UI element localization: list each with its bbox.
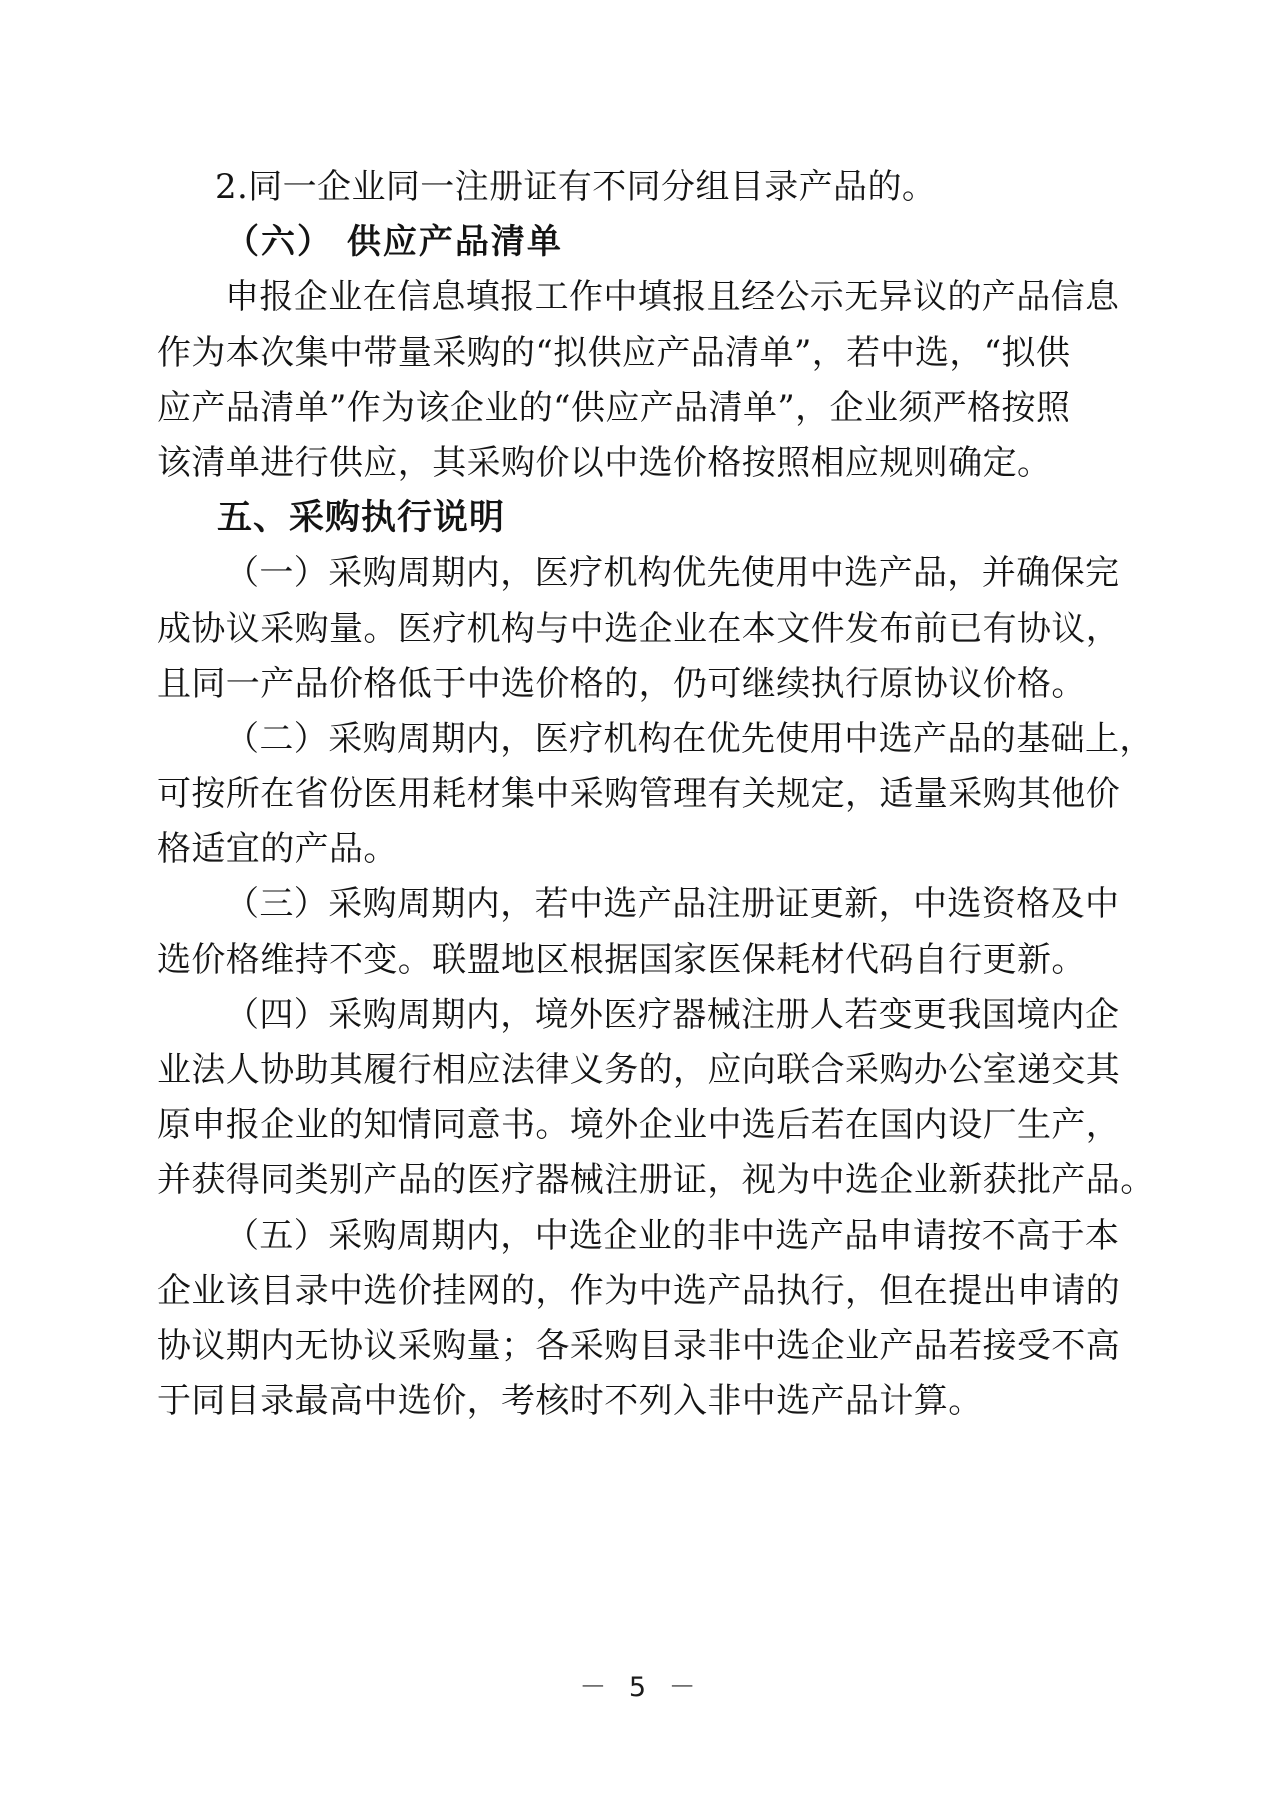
text-line: （一）采购周期内，医疗机构优先使用中选产品，并确保完 — [225, 553, 1120, 594]
text-line: 可按所在省份医用耗材集中采购管理有关规定，适量采购其他价 — [157, 774, 1121, 815]
text-line: 业法人协助其履行相应法律义务的，应向联合采购办公室递交其 — [157, 1050, 1121, 1090]
text-line: 且同一产品价格低于中选价格的，仍可继续执行原协议价格。 — [157, 663, 1086, 704]
subsection-heading: （六） 供应产品清单 — [225, 222, 563, 263]
text-line: （四）采购周期内，境外医疗器械注册人若变更我国境内企 — [225, 994, 1120, 1035]
text-line: 应产品清单”作为该企业的“供应产品清单”，企业须严格按照 — [157, 387, 1071, 428]
list-item: 2.同一企业同一注册证有不同分组目录产品的。 — [215, 167, 937, 207]
text-line: 成协议采购量。医疗机构与中选企业在本文件发布前已有协议， — [157, 608, 1121, 649]
text-line: （三）采购周期内，若中选产品注册证更新，中选资格及中 — [225, 884, 1120, 925]
text-line: 选价格维持不变。联盟地区根据国家医保耗材代码自行更新。 — [157, 939, 1086, 980]
text-line: 格适宜的产品。 — [157, 829, 398, 870]
text-line: 该清单进行供应，其采购价以中选价格按照相应规则确定。 — [157, 442, 1052, 483]
text-line: 企业该目录中选价挂网的，作为中选产品执行，但在提出申请的 — [157, 1270, 1121, 1311]
text-line: （五）采购周期内，中选企业的非中选产品申请按不高于本 — [225, 1215, 1120, 1256]
text-line: 申报企业在信息填报工作中填报且经公示无异议的产品信息 — [225, 277, 1120, 318]
document-body — [157, 160, 1155, 1429]
text-line: 协议期内无协议采购量；各采购目录非中选企业产品若接受不高 — [157, 1325, 1121, 1366]
text-line: 并获得同类别产品的医疗器械注册证，视为中选企业新获批产品。 — [157, 1160, 1155, 1201]
page-number: － 5 － — [579, 1672, 703, 1703]
text-line: 原申报企业的知情同意书。境外企业中选后若在国内设厂生产， — [157, 1105, 1121, 1146]
text-line: 作为本次集中带量采购的“拟供应产品清单”，若中选，“拟供 — [157, 332, 1071, 373]
text-line: （二）采购周期内，医疗机构在优先使用中选产品的基础上， — [225, 718, 1154, 759]
section-heading: 五、采购执行说明 — [217, 498, 506, 539]
text-line: 于同目录最高中选价，考核时不列入非中选产品计算。 — [157, 1381, 983, 1422]
